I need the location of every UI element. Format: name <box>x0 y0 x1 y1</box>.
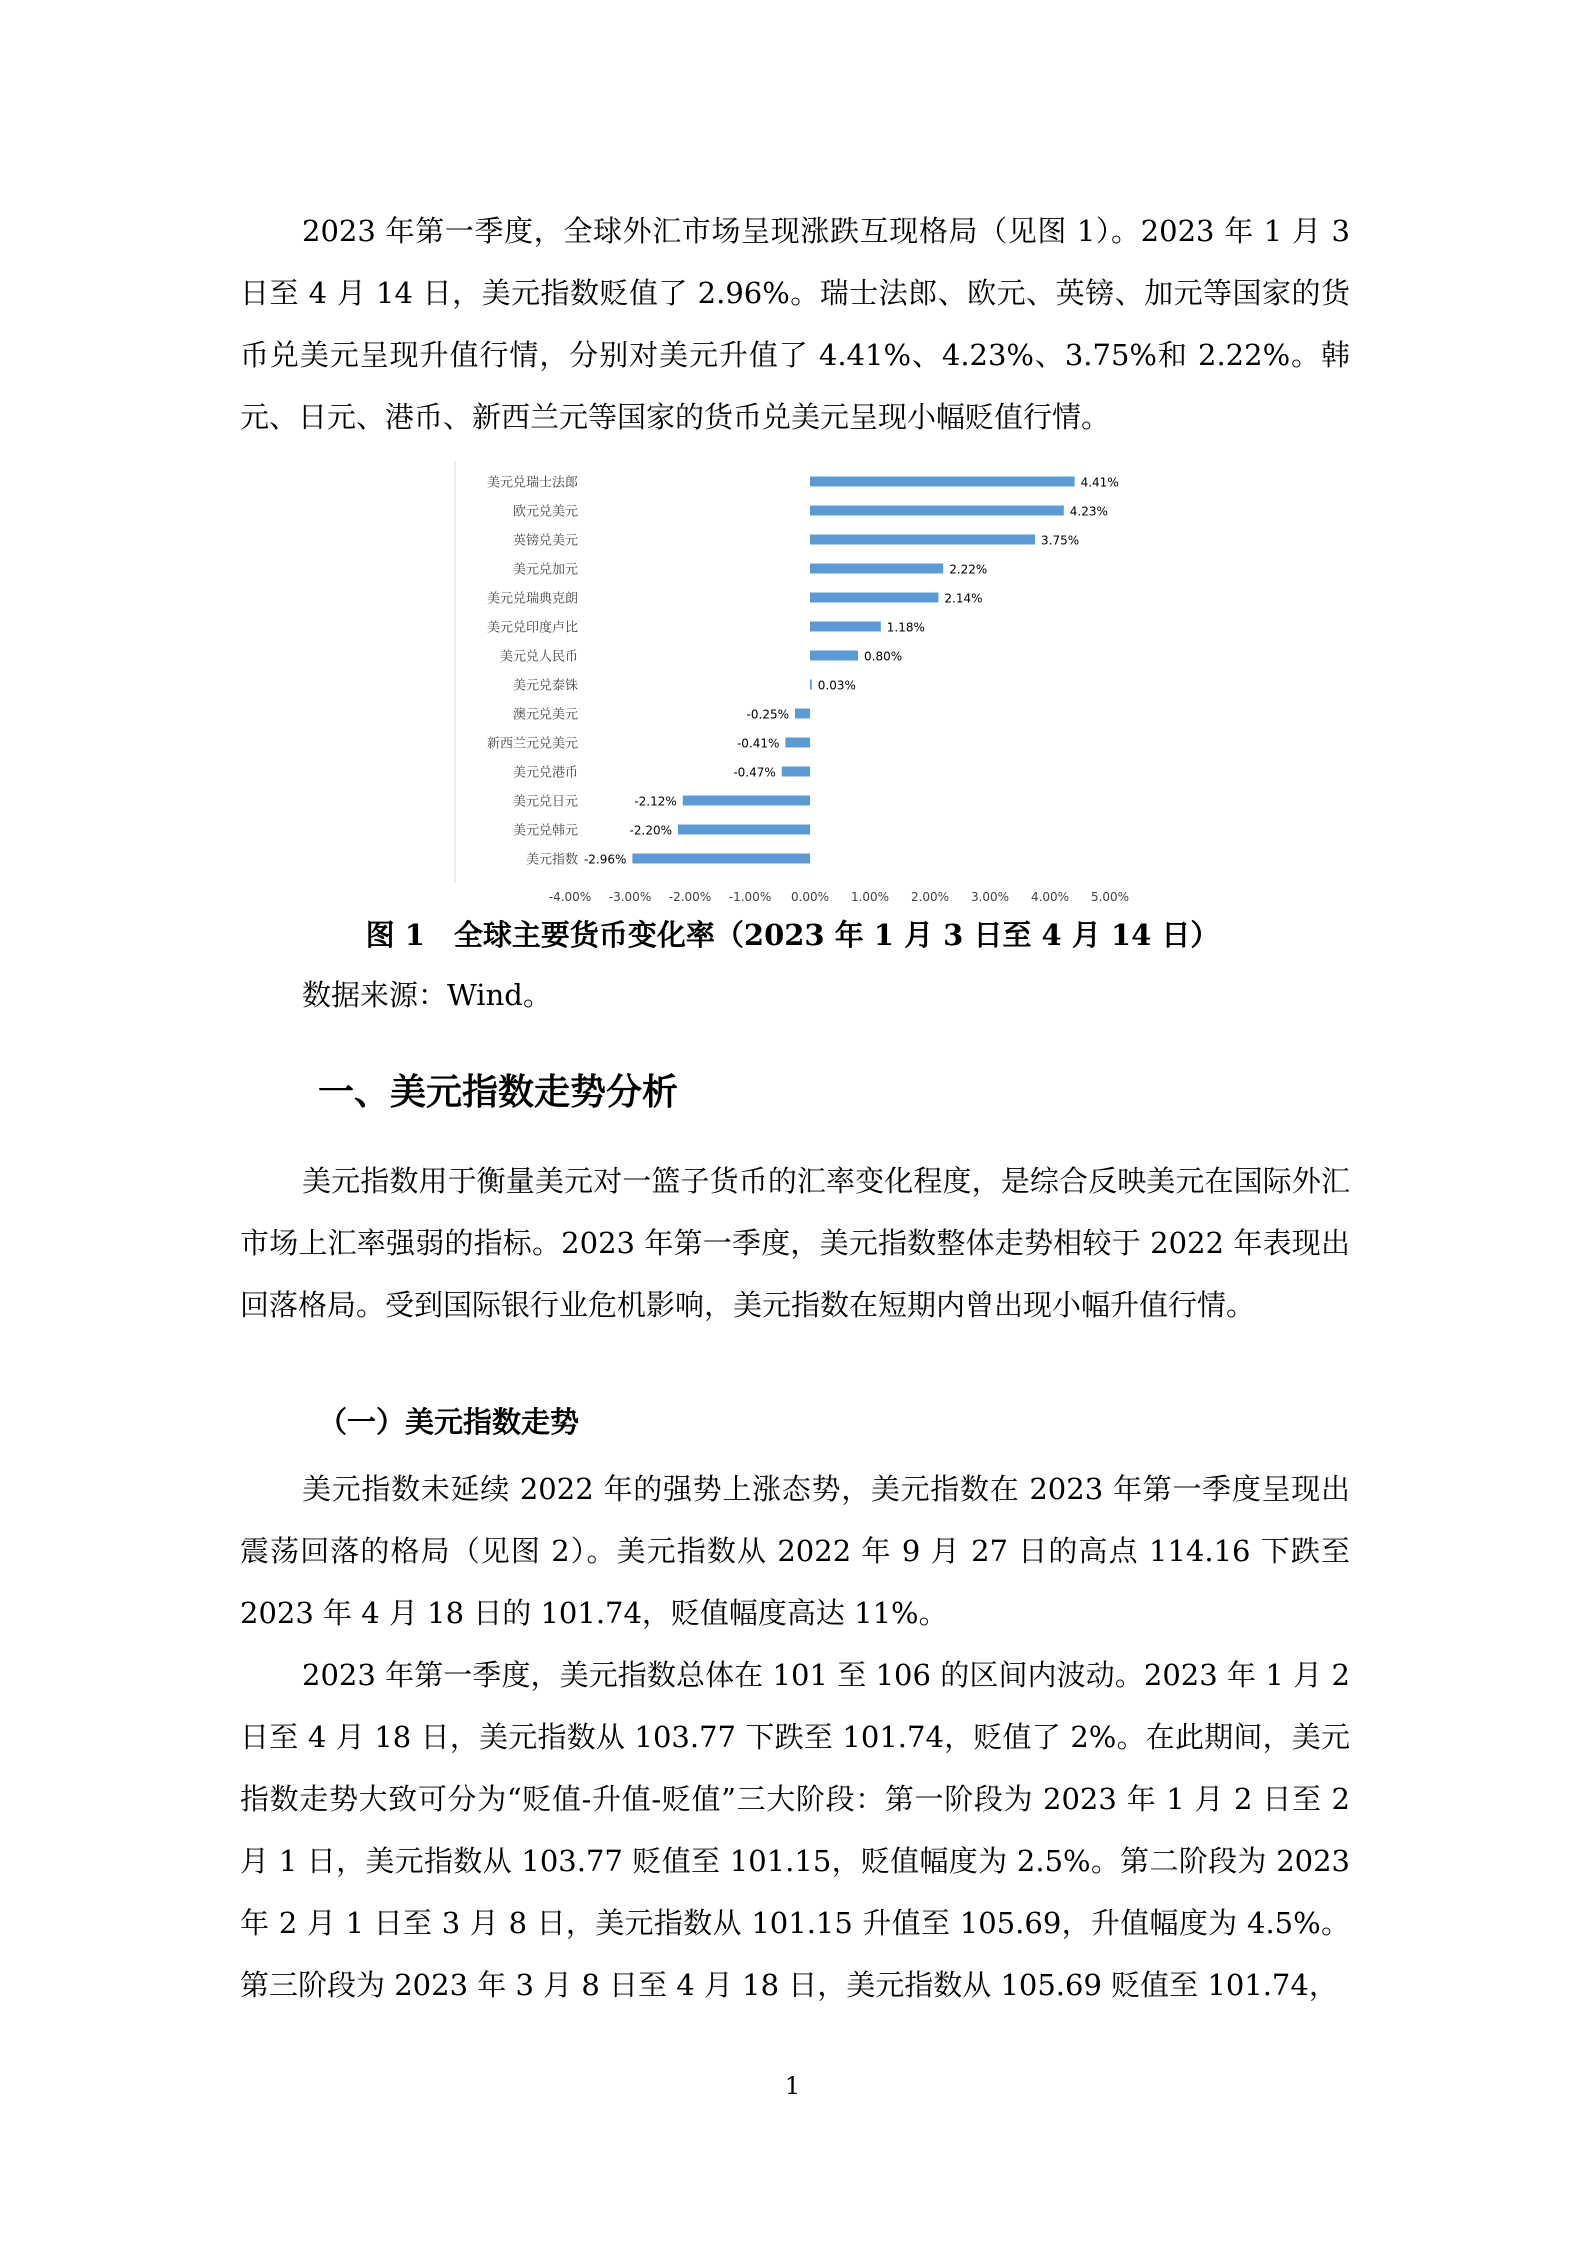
data-label: 2.22% <box>949 562 988 577</box>
x-tick-label: -2.00% <box>668 890 712 904</box>
category-label: 澳元兑美元 <box>512 707 578 723</box>
category-label: 美元兑人民币 <box>499 649 578 665</box>
category-label: 美元兑加元 <box>512 562 578 578</box>
bar <box>632 854 810 864</box>
paragraph-3: 2023 年第一季度，美元指数总体在 101 至 106 的区间内波动。2023 年 1 月 2 日至 4 月 18 日，美元指数从 103.77 下跌至 101.74，贬值了 2%。在此期间，美元指数走势大致可分为“贬值-升值-贬值”三大阶段：第一阶段为 2023 年 1 月 2 日至 2 月 1 日，美元指数从 103.77 贬值至 101.15，贬值幅度为 2.5%。第二阶段为 2023 年 2 月 1 日至 3 月 8 日，美元指数从 101.15 升值至 105.69，升值幅度为 4.5%。第三阶段为 2023 年 3 月 8 日至 4 月 18 日，美元指数从 105.69 贬值至 101.74， <box>240 1658 1350 2002</box>
data-label: -0.25% <box>746 707 789 722</box>
data-source: 数据来源：Wind。 <box>302 978 552 1012</box>
data-label: 4.23% <box>1069 504 1108 519</box>
category-label: 美元兑港币 <box>512 765 578 781</box>
bar <box>795 709 810 719</box>
category-label: 美元兑泰铢 <box>512 678 578 694</box>
bar <box>810 564 943 574</box>
x-tick-label: 0.00% <box>790 890 830 904</box>
bar <box>782 767 810 777</box>
category-label: 美元兑瑞典克朗 <box>486 591 578 607</box>
category-label: 新西兰元兑美元 <box>486 736 578 752</box>
data-label: -2.20% <box>629 823 672 838</box>
x-tick-label: 2.00% <box>910 890 950 904</box>
x-tick-label: -1.00% <box>728 890 772 904</box>
category-label: 美元兑瑞士法郎 <box>486 475 578 491</box>
data-label: 4.41% <box>1080 475 1119 490</box>
paragraph-2: 美元指数未延续 2022 年的强势上涨态势，美元指数在 2023 年第一季度呈现出震荡回落的格局（见图 2）。美元指数从 2022 年 9 月 27 日的高点 114.16 下跌至 2023 年 4 月 18 日的 101.74，贬值幅度高达 11%。 <box>240 1472 1350 1630</box>
subsection-heading: （一）美元指数走势 <box>318 1405 580 1439</box>
bar <box>810 622 881 632</box>
intro-paragraph: 2023 年第一季度，全球外汇市场呈现涨跌互现格局（见图 1）。2023 年 1 月 3 日至 4 月 14 日，美元指数贬值了 2.96%。瑞士法郎、欧元、英镑、加元等国家的货币兑美元呈现升值行情，分别对美元升值了 4.41%、4.23%、3.75%和 2.22%。韩元、日元、港币、新西兰元等国家的货币兑美元呈现小幅贬值行情。 <box>240 214 1350 434</box>
category-label: 美元兑韩元 <box>512 823 578 839</box>
category-label: 英镑兑美元 <box>512 533 578 549</box>
x-tick-label: 3.00% <box>970 890 1010 904</box>
bar <box>678 825 810 835</box>
bar <box>810 651 858 661</box>
data-label: 0.80% <box>864 649 903 664</box>
section-heading: 一、美元指数走势分析 <box>318 1072 679 1113</box>
bar <box>810 680 812 690</box>
data-label: 2.14% <box>944 591 983 606</box>
category-label: 美元兑印度卢比 <box>486 620 578 636</box>
data-label: 0.03% <box>817 678 856 693</box>
data-label: 1.18% <box>886 620 925 635</box>
data-label: -0.47% <box>733 765 776 780</box>
bar <box>810 593 938 603</box>
page-number: 1 <box>784 2072 801 2100</box>
data-label: -0.41% <box>736 736 780 751</box>
category-label: 美元指数 <box>525 852 578 868</box>
data-label: -2.96% <box>583 852 627 867</box>
data-label: 3.75% <box>1041 533 1080 548</box>
data-label: -2.12% <box>634 794 677 809</box>
x-tick-label: 4.00% <box>1030 890 1070 904</box>
bar <box>683 796 810 806</box>
currency-change-chart <box>440 455 1160 904</box>
x-tick-label: -4.00% <box>548 890 592 904</box>
bar <box>785 738 810 748</box>
bar <box>810 535 1035 545</box>
bar <box>810 506 1064 516</box>
category-label: 美元兑日元 <box>512 794 578 810</box>
section-paragraph: 美元指数用于衡量美元对一篮子货币的汇率变化程度，是综合反映美元在国际外汇市场上汇率强弱的指标。2023 年第一季度，美元指数整体走势相较于 2022 年表现出回落格局。受到国际银行业危机影响，美元指数在短期内曾出现小幅升值行情。 <box>240 1164 1350 1322</box>
figure-caption: 图 1 全球主要货币变化率（2023 年 1 月 3 日至 4 月 14 日） <box>365 918 1220 952</box>
x-tick-label: 1.00% <box>850 890 890 904</box>
bar <box>810 477 1075 487</box>
category-label: 欧元兑美元 <box>512 504 578 520</box>
x-tick-label: -3.00% <box>608 890 652 904</box>
x-tick-label: 5.00% <box>1090 890 1130 904</box>
